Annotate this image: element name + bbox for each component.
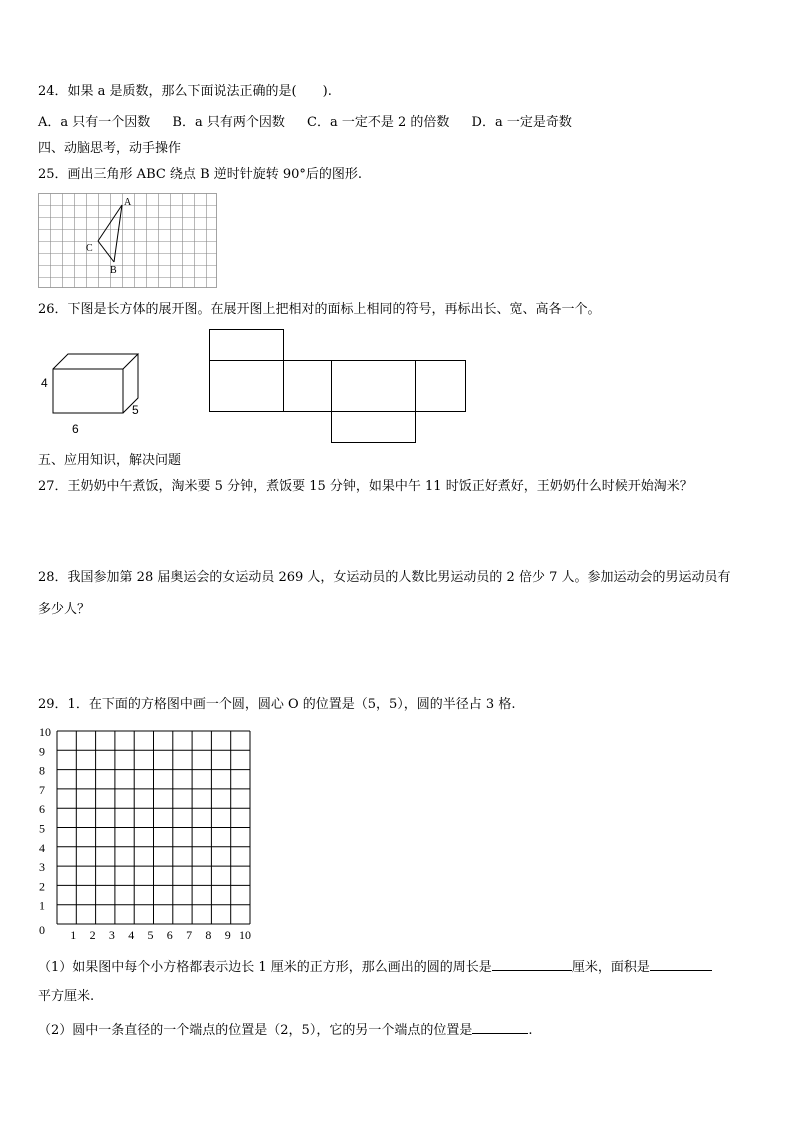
q29-x-label: 3 [108, 928, 115, 942]
q24-option-c[interactable]: C．a 一定不是 2 的倍数 [307, 115, 450, 130]
q29-x-label: 2 [89, 928, 96, 942]
q29-x-label: 7 [186, 928, 193, 942]
q24-option-d[interactable]: D．a 一定是奇数 [471, 115, 572, 130]
q29-grid-lines [57, 731, 250, 924]
q29-x-label: 1 [70, 928, 77, 942]
q28-line1: 28．我国参加第 28 届奥运会的女运动员 269 人，女运动员的人数比男运动员的 2 倍少 7 人。参加运动会的男运动员有 [38, 570, 731, 585]
q25-label-c: C [86, 243, 93, 254]
q29-x-label: 4 [128, 928, 135, 942]
circumference-answer-blank[interactable] [492, 957, 572, 971]
cuboid-drawing [53, 354, 138, 413]
q24-options [38, 114, 590, 132]
q29-x-label: 5 [147, 928, 154, 942]
q24-stem: 24．如果 a 是质数，那么下面说法正确的是( ). [38, 84, 332, 99]
net-face-bottom[interactable] [332, 412, 416, 443]
q25-grid-figure [38, 193, 218, 289]
q29-y-axis-labels [39, 726, 51, 937]
area-answer-blank[interactable] [650, 957, 712, 971]
net-face-middle[interactable] [332, 361, 416, 412]
q29-y-label: 8 [39, 763, 45, 778]
q28-line2: 多少人？ [38, 602, 91, 617]
q29-x-label: 6 [166, 928, 173, 942]
q29-p2-text-b: . [528, 1023, 533, 1038]
q29-y-label: 5 [39, 821, 45, 836]
q29-p1-text-a: （1）如果图中每个小方格都表示边长 1 厘米的正方形，那么画出的圆的周长是 [38, 960, 492, 975]
q24-option-a[interactable]: A．a 只有一个因数 [38, 115, 151, 130]
q29-y-label: 0 [39, 923, 45, 937]
q29-y-label: 1 [39, 898, 45, 913]
cuboid-net-figure [205, 326, 470, 446]
q29-x-axis-labels [70, 928, 251, 942]
q25-stem: 25．画出三角形 ABC 绕点 B 逆时针旋转 90°后的图形. [38, 167, 363, 182]
q29-y-label: 6 [39, 802, 45, 817]
q29-p1-text-b: 厘米，面积是 [571, 960, 650, 975]
q29-part1-line1 [38, 957, 712, 977]
q29-x-label: 8 [205, 928, 212, 942]
q29-y-label: 2 [39, 879, 45, 894]
q29-stem: 29．1．在下面的方格图中画一个圆，圆心 O 的位置是（5，5），圆的半径占 3 格. [38, 697, 516, 712]
q26-stem: 26．下图是长方体的展开图。在展开图上把相对的面标上相同的符号，再标出长、宽、高各一个。 [38, 302, 601, 317]
q29-part2 [38, 1020, 532, 1040]
cuboid-length-label: 6 [72, 422, 79, 436]
q25-label-a: A [124, 197, 132, 208]
q29-y-label: 4 [39, 840, 45, 855]
net-face-side-2[interactable] [416, 361, 466, 412]
net-face-top[interactable] [210, 330, 284, 361]
q29-x-label: 10 [239, 928, 251, 942]
q25-label-b: B [110, 265, 117, 276]
cuboid-height-label: 4 [41, 376, 48, 390]
q29-y-label: 7 [39, 782, 45, 797]
section-five-heading: 五、应用知识，解决问题 [38, 453, 182, 468]
q24-option-b[interactable]: B．a 只有两个因数 [172, 115, 285, 130]
section-four-heading: 四、动脑思考，动手操作 [38, 141, 182, 156]
net-face-left[interactable] [210, 361, 284, 412]
endpoint-answer-blank[interactable] [472, 1020, 528, 1034]
net-face-side-1[interactable] [284, 361, 332, 412]
q29-p2-text-a: （2）圆中一条直径的一个端点的位置是（2，5），它的另一个端点的位置是 [38, 1023, 473, 1038]
q29-y-label: 10 [39, 726, 51, 739]
q29-coordinate-grid [36, 726, 266, 944]
cuboid-width-label: 5 [132, 403, 139, 417]
q27-stem: 27．王奶奶中午煮饭，淘米要 5 分钟，煮饭要 15 分钟，如果中午 11 时饭正好煮好，王奶奶什么时候开始淘米？ [38, 479, 693, 494]
q29-part1-line2: 平方厘米. [38, 989, 95, 1004]
cuboid-figure [38, 343, 158, 438]
q29-y-label: 9 [39, 744, 45, 759]
q29-y-label: 3 [39, 860, 45, 875]
q29-x-label: 9 [224, 928, 231, 942]
